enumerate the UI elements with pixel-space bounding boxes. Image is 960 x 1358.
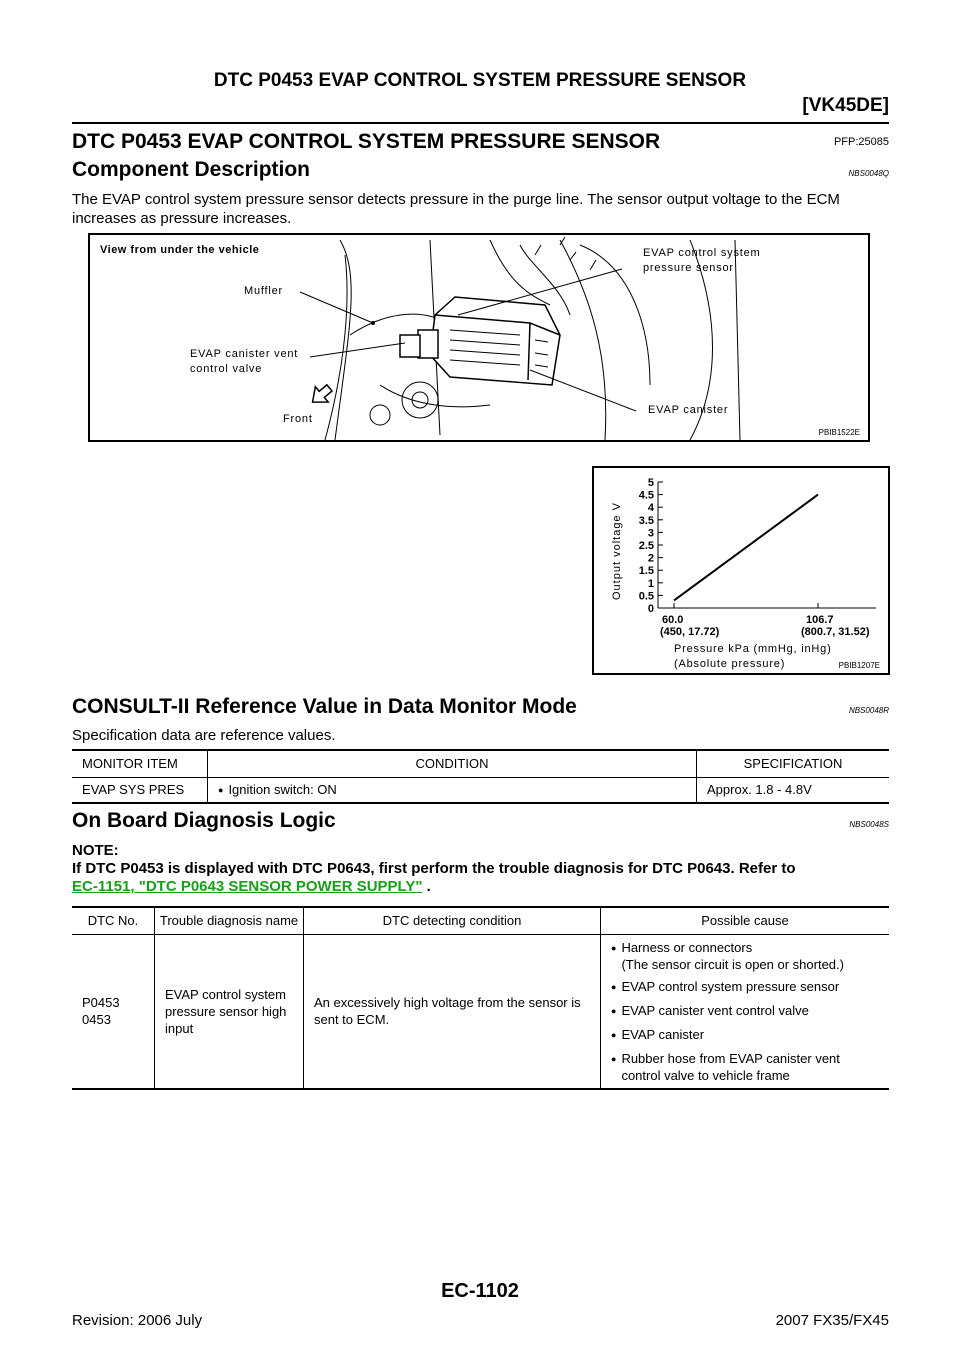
consult-header-condition: CONDITION: [208, 750, 697, 777]
y-tick-label: 3: [647, 527, 654, 540]
y-tick-label: 2: [647, 552, 654, 565]
label-vent-valve: EVAP canister vent control valve: [190, 348, 299, 375]
x-axis-label: Pressure kPa (mmHg, inHg): [674, 643, 832, 655]
y-tick-label: 0.5: [638, 590, 654, 603]
bullet-icon: [611, 939, 621, 973]
dtc-row-condition: An excessively high voltage from the sensor is sent to ECM.: [304, 934, 601, 1089]
note-label: NOTE:: [72, 842, 119, 859]
bullet-icon: [611, 1050, 621, 1084]
bullet-icon: [611, 978, 621, 997]
component-code: NBS0048Q: [848, 169, 889, 178]
component-text: The EVAP control system pressure sensor detects pressure in the purge line. The sensor output voltage to the ECM increases as pressure increases.: [72, 191, 840, 227]
x-subtick-2: (800.7, 31.52): [801, 626, 870, 638]
y-tick-label: 4: [647, 502, 654, 515]
x-subtick-1: (450, 17.72): [660, 626, 720, 638]
dtc-header-name: Trouble diagnosis name: [155, 907, 304, 934]
dtc-header-no: DTC No.: [72, 907, 155, 934]
consult-table: [72, 749, 889, 804]
figure-caption: View from under the vehicle: [100, 244, 260, 256]
label-muffler: Muffler: [244, 285, 284, 297]
figure1-code: PBIB1522E: [818, 428, 860, 437]
dtc-row-name: EVAP control system pressure sensor high input: [155, 934, 304, 1089]
section-title: DTC P0453 EVAP CONTROL SYSTEM PRESSURE SENSOR: [72, 130, 661, 153]
y-tick-label: 2.5: [638, 540, 654, 552]
series-line: [674, 495, 818, 601]
cause-text: EVAP canister vent control valve: [621, 1002, 809, 1018]
revision: Revision: 2006 July: [72, 1312, 203, 1329]
y-tick-label: 5: [647, 477, 654, 489]
x-tick-label: 60.0: [662, 614, 684, 626]
bullet-icon: [611, 1002, 621, 1021]
consult-row-spec: Approx. 1.8 - 4.8V: [707, 782, 812, 798]
reference-link[interactable]: EC-1151, "DTC P0643 SENSOR POWER SUPPLY": [72, 878, 423, 895]
dtc-table: [72, 906, 889, 1090]
consult-row-condition: [208, 777, 697, 803]
note-text: If DTC P0453 is displayed with DTC P0643, first perform the trouble diagnosis for DTC P0643. Refer to: [72, 860, 796, 877]
note-link-after: .: [422, 878, 431, 895]
header-rule: [72, 122, 889, 124]
cause-item: [611, 1002, 879, 1021]
y-tick-label: 4.5: [638, 489, 654, 502]
cause-item: [611, 939, 879, 973]
model: 2007 FX35/FX45: [775, 1312, 889, 1329]
bullet-icon: [218, 782, 228, 797]
header-engine: [VK45DE]: [802, 95, 889, 116]
y-tick-label: 1: [647, 577, 654, 590]
page-number: EC-1102: [441, 1280, 519, 1302]
consult-header-item: MONITOR ITEM: [72, 750, 208, 777]
location-figure: [88, 233, 870, 442]
cause-text: Harness or connectors (The sensor circuit is open or shorted.): [621, 939, 844, 972]
y-tick-label: 1.5: [638, 565, 654, 578]
label-pressure-sensor: EVAP control system pressure sensor: [643, 247, 761, 274]
consult-title: CONSULT-II Reference Value in Data Monitor Mode: [72, 695, 577, 718]
dtc-row-no: P0453 0453: [72, 934, 155, 1089]
note-link-line: [72, 878, 431, 895]
figure2-code: PBIB1207E: [838, 661, 880, 670]
consult-note: Specification data are reference values.: [72, 727, 336, 744]
y-axis-label: Output voltage V: [611, 502, 623, 600]
output-voltage-chart: [592, 466, 890, 675]
label-front: Front: [283, 413, 313, 425]
obd-title: On Board Diagnosis Logic: [72, 809, 336, 832]
consult-code: NBS0048R: [848, 706, 889, 715]
x-tick-label: 106.7: [806, 614, 834, 626]
dtc-header-cause: Possible cause: [701, 913, 789, 929]
header-title: DTC P0453 EVAP CONTROL SYSTEM PRESSURE SENSOR: [213, 70, 747, 91]
cause-item: [611, 978, 879, 997]
component-title: Component Description: [72, 158, 311, 181]
cause-text: Rubber hose from EVAP canister vent control valve to vehicle frame: [621, 1050, 840, 1083]
pfp-code: PFP:25085: [833, 136, 889, 148]
x-axis-label-2: (Absolute pressure): [674, 658, 786, 670]
consult-header-spec: SPECIFICATION: [743, 756, 843, 772]
y-tick-label: 0: [647, 603, 654, 615]
consult-row-item: EVAP SYS PRES: [72, 777, 208, 803]
cause-item: [611, 1050, 879, 1084]
cause-text: EVAP control system pressure sensor: [621, 978, 840, 994]
cause-text: EVAP canister: [621, 1026, 705, 1042]
obd-code: NBS0048S: [849, 820, 889, 829]
label-canister: EVAP canister: [648, 404, 729, 416]
bullet-icon: [611, 1026, 621, 1045]
dtc-row-causes: [601, 934, 890, 1089]
y-tick-label: 3.5: [638, 514, 654, 527]
consult-row-condition-text: Ignition switch: ON: [228, 782, 337, 798]
cause-item: [611, 1026, 879, 1045]
dtc-header-condition: DTC detecting condition: [304, 907, 601, 934]
